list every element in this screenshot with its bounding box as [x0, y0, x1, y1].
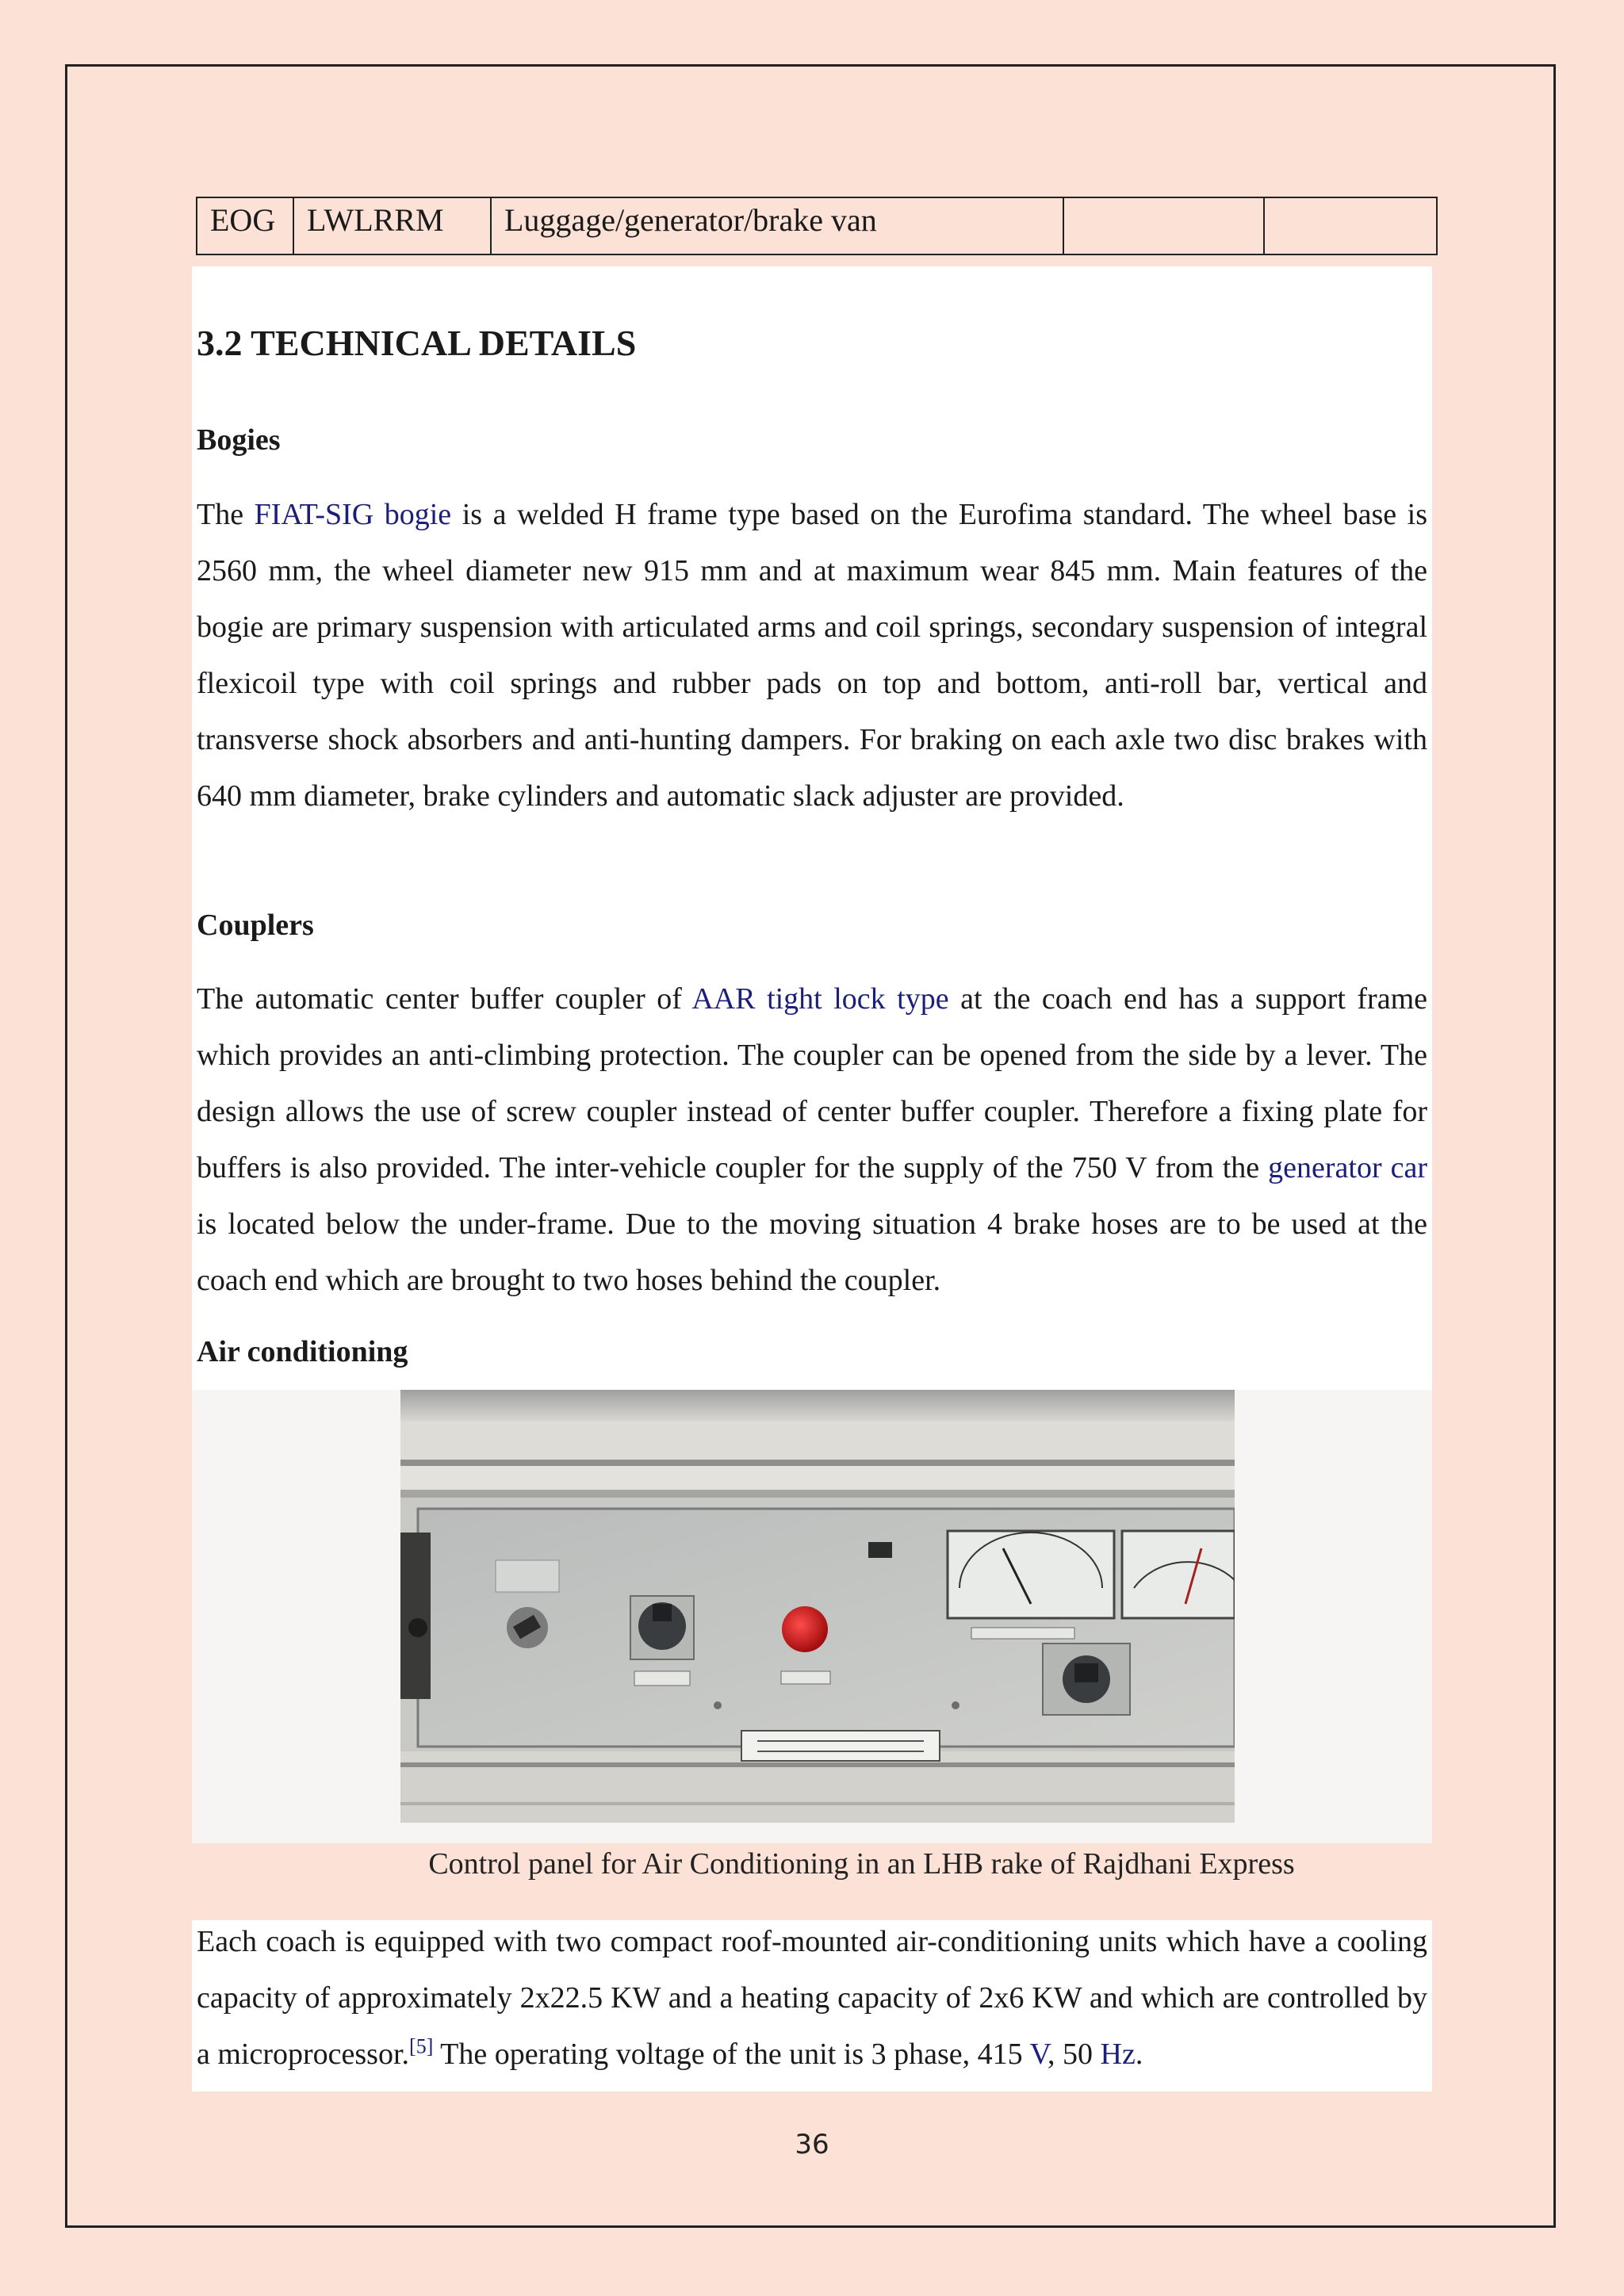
table-cell-empty: [1264, 197, 1437, 254]
generator-car-link[interactable]: generator car: [1268, 1151, 1427, 1184]
couplers-heading: Couplers: [197, 909, 314, 942]
table-cell-description: Luggage/generator/brake van: [491, 197, 1063, 254]
table-cell-code: EOG: [197, 197, 293, 254]
figure-caption: Control panel for Air Conditioning in an LHB rake of Rajdhani Express: [428, 1847, 1295, 1881]
bogies-heading: Bogies: [197, 423, 281, 457]
aar-tight-lock-link[interactable]: AAR tight lock type: [691, 982, 949, 1016]
section-title: 3.2 TECHNICAL DETAILS: [197, 323, 637, 363]
coach-table: [196, 197, 1438, 255]
reference-link[interactable]: [5]: [409, 2034, 434, 2058]
fiat-sig-bogie-link[interactable]: FIAT-SIG bogie: [254, 498, 452, 531]
couplers-paragraph: The automatic center buffer coupler of AAR tight lock type at the coach end has a support frame which provides an anti-climbing protection. The coupler can be opened from the side by a lever. The design allows the use of screw coupler instead of center buffer coupler. Therefore a fixing plate for buffers is also provided. The inter-vehicle coupler for the supply of the 750 V from the generator car is located below the under-frame. Due to the moving situation 4 brake hoses are to be used at the coach end which are brought to two hoses behind the coupler.: [197, 982, 1427, 1297]
table-cell-empty: [1063, 197, 1264, 254]
hertz-link[interactable]: Hz: [1100, 2038, 1136, 2071]
air-conditioning-heading: Air conditioning: [197, 1335, 408, 1368]
table-row: [197, 197, 1437, 254]
table-cell-designation: LWLRRM: [293, 197, 491, 254]
volt-link[interactable]: V: [1029, 2038, 1048, 2071]
air-conditioning-paragraph: Each coach is equipped with two compact roof-mounted air-conditioning units which have a cooling capacity of approximately 2x22.5 KW and a heating capacity of 2x6 KW and which are controlled by a microprocessor.[5] The operating voltage of the unit is 3 phase, 415 V, 50 Hz.: [197, 1925, 1427, 2071]
control-panel-photo: [400, 1390, 1235, 1823]
page-number: 36: [795, 2129, 829, 2160]
bogies-paragraph: The FIAT-SIG bogie is a welded H frame type based on the Eurofima standard. The wheel base is 2560 mm, the wheel diameter new 915 mm and at maximum wear 845 mm. Main features of the bogie are primary suspension with articulated arms and coil springs, secondary suspension of integral flexicoil type with coil springs and rubber pads on top and bottom, anti-roll bar, vertical and transverse shock absorbers and anti-hunting dampers. For braking on each axle two disc brakes with 640 mm diameter, brake cylinders and automatic slack adjuster are provided.: [197, 498, 1428, 813]
